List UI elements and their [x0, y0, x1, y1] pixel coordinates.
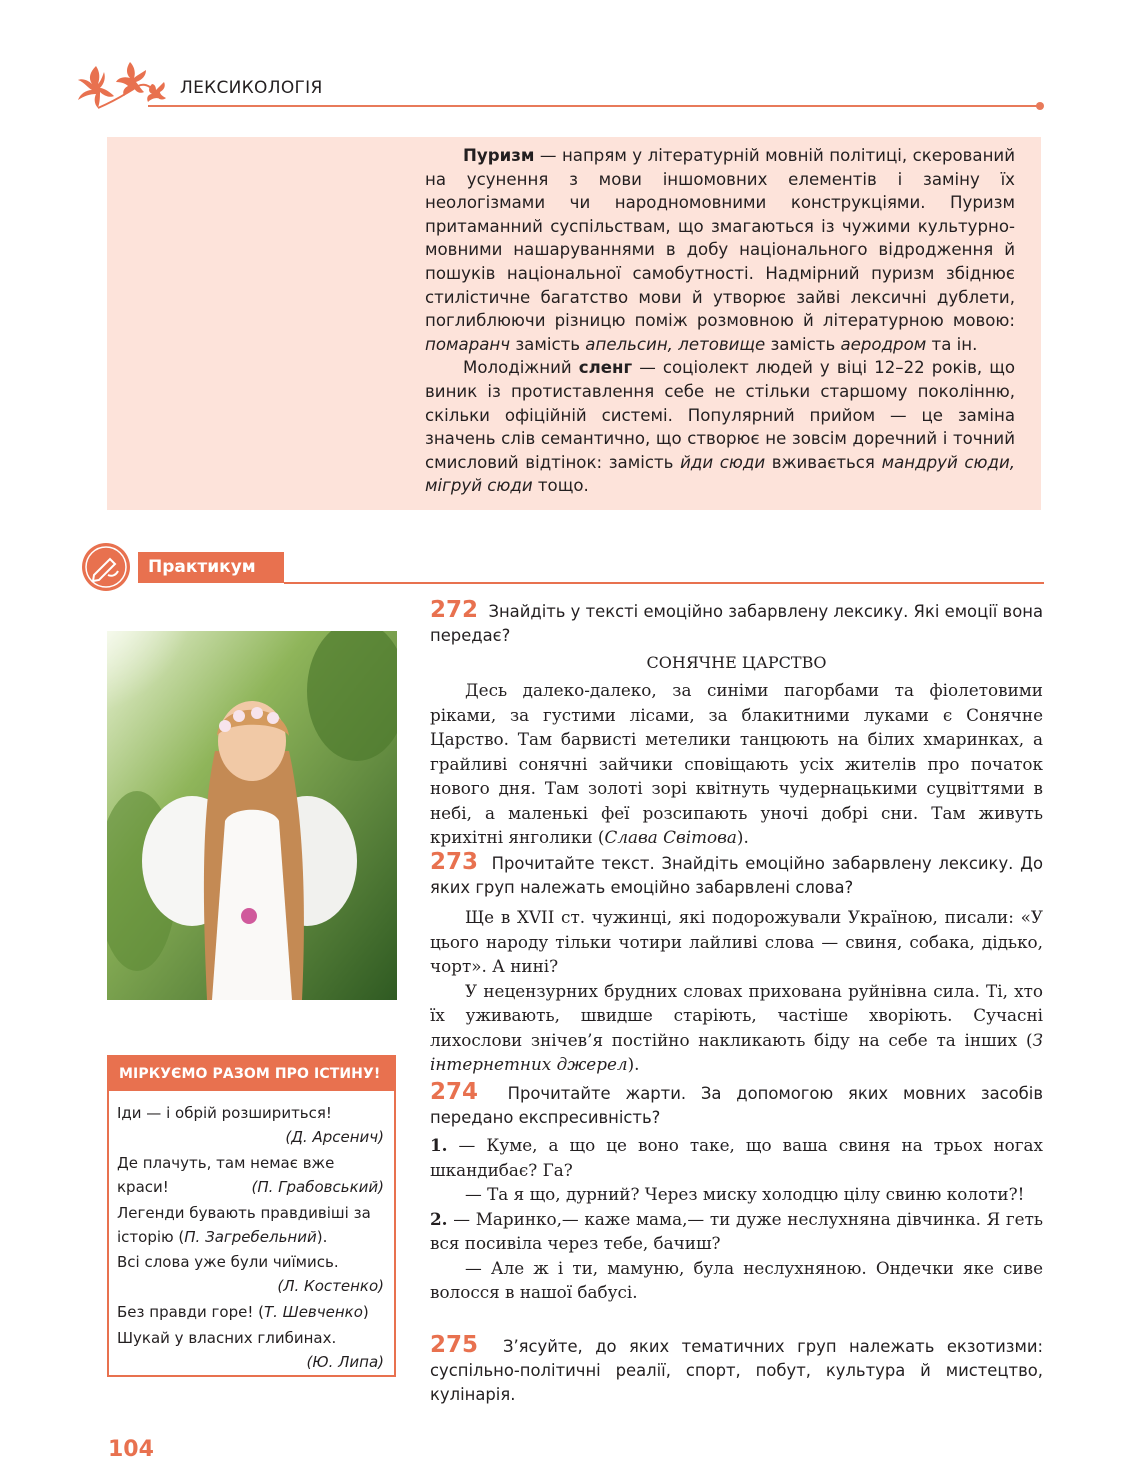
theory-text: [425, 144, 1015, 498]
exercise-274-task: [430, 1080, 1043, 1130]
purism-text: замість: [510, 334, 586, 354]
text: ).: [627, 1054, 640, 1074]
quote-2: Де плачуть, там немає вже краси!: [117, 1154, 335, 1196]
purism-paragraph: [425, 144, 1015, 356]
task-text: Прочитайте жарти. За допомогою яких мовних засобів передано експресивність?: [430, 1084, 1043, 1127]
text-title: СОНЯЧНЕ ЦАРСТВО: [646, 653, 827, 672]
task-text: Прочитайте текст. Знайдіть емоційно забарвлену лексику. До яких груп належать емоційно забарвлені слова?: [430, 854, 1044, 897]
term-slang: сленг: [578, 358, 633, 378]
quote-3-line-1: Легенди бувають правдивіші за: [117, 1204, 371, 1222]
text: У нецензурних брудних словах прихована руйнівна сила. Ті, хто їх уживають, швидше старіють, частіше хворіють. Сучасні лихослови знічев’я постійно накликають біду на себе та інших (: [430, 980, 1043, 1050]
practicum-rule: [284, 582, 1044, 584]
task-text: Знайдіть у тексті емоційно забарвлену лексику. Які емоції вона передає?: [430, 602, 1044, 645]
quote-text: Без правди горе! (: [117, 1303, 264, 1321]
quote-4: Всі слова уже були чиїмись.: [117, 1253, 339, 1271]
slang-text: вживається: [765, 452, 882, 472]
flower-logo-icon: [68, 58, 168, 118]
text: ).: [736, 827, 749, 847]
quote-5-author: Т. Шевченко: [263, 1303, 363, 1321]
quote-text: історію (: [117, 1228, 185, 1246]
example: помаранч: [425, 334, 511, 354]
practicum-icon: [80, 541, 132, 593]
purism-text: та ін.: [926, 334, 978, 354]
source: З інтернетних джерел: [430, 1029, 1043, 1074]
header-rule-dot: [1036, 102, 1044, 110]
exercise-272-task: [430, 598, 1043, 648]
example: аеродром: [840, 334, 927, 354]
exercise-273-task: [430, 850, 1043, 900]
quote-1-author: (Д. Арсенич): [285, 1128, 384, 1146]
angel-girl-photo: [107, 631, 397, 1000]
quote-text: ).: [316, 1228, 328, 1246]
example: йди сюди: [680, 452, 766, 472]
term-purism: Пуризм: [463, 146, 535, 165]
paragraph: [430, 979, 1043, 1077]
slang-paragraph: [425, 356, 1015, 498]
text: Десь далеко-далеко, за синіми пагорбами та фіолетовими ріками, за густими лісами, за блакитними луками є Сонячне Царство. Там барвисті метелики танцюють на білих хмаринках, а грайливі сонячні зайчики сповіщають усіх жителів про початок нового дня. Там золоті зорі квітнуть чудернацькими суцвіттями в небі, а маленькі феї розсипають уночі добрі сни. Там живуть крихітні янголики (: [430, 680, 1043, 847]
quote-3-line-2: [117, 1225, 387, 1249]
joke-1-reply: — Та я що, дурний? Через миску холодцю цілу свиню колоти?!: [465, 1184, 1025, 1204]
header-rule: [148, 105, 1038, 107]
paragraph: [430, 678, 1043, 850]
exercise-number: 274: [430, 1079, 479, 1105]
section-title: ЛЕКСИКОЛОГІЯ: [180, 78, 323, 98]
practicum-tab: Практикум: [138, 552, 284, 583]
quote-1: Іди — і обрій розшириться!: [117, 1104, 332, 1122]
exercise-273-text: [430, 905, 1043, 1077]
exercise-number: 273: [430, 849, 479, 875]
purism-text: — напрям у літературній мовній політиці, скерований на усунення з мови іншомовних елементів і заміну їх неологізмами чи народномовними конструкціями. Пуризм притаманний суспільствам, що змагаються із чужими культурно-мовними нашаруваннями в добу національного відродження й пошуків національної самобутності. Надмірний пуризм збіднює стилістичне багатство мови й утворює зайві лексичні дублети, поглиблюючи різницю поміж розмовною й літературною мовою:: [425, 146, 1015, 331]
paragraph: Ще в XVII ст. чужинці, які подорожували Україною, писали: «У цього народу тільки чотири лайливі слова — свиня, собака, дідько, чорт». А нині?: [430, 907, 1043, 976]
example: мандруй сюди, мігруй сюди: [425, 452, 1016, 496]
exercise-275-task: [430, 1333, 1043, 1407]
joke-1: [430, 1133, 1043, 1182]
page-number: 104: [108, 1437, 154, 1462]
task-text: З’ясуйте, до яких тематичних груп належать екзотизми: суспільно-політичні реалії, спорт, побут, культура й мистецтво, кулінарія.: [430, 1337, 1044, 1404]
slang-text: — соціолект людей у віці 12–22 років, що виник із протиставлення себе не стільки старшому поколінню, скільки офіційній системі. Популярний прийом — це заміна значень слів семантично, що створює не зовсім доречний і точний смисловий відтінок: замість: [425, 358, 1016, 472]
text: — Маринко,— каже мама,— ти дуже неслухняна дівчинка. Я геть вся посивіла через тебе, бачиш?: [430, 1208, 1043, 1253]
joke-number: 1.: [430, 1135, 448, 1155]
exercise-number: 272: [430, 597, 479, 623]
quote-6: Шукай у власних глибинах.: [117, 1329, 337, 1347]
exercise-274-text: [430, 1133, 1043, 1305]
text: — Куме, а що це воно таке, що ваша свиня на трьох ногах шкандибає? Га?: [430, 1135, 1043, 1180]
quote-text: ): [362, 1303, 369, 1321]
joke-2-reply: — Але ж і ти, мамуню, була неслухняною. Ондечки яке сиве волосся в нашої бабусі.: [430, 1257, 1043, 1302]
quote-box-title: МІРКУЄМО РАЗОМ ПРО ІСТИНУ!: [109, 1057, 394, 1091]
source: Слава Світова: [604, 827, 737, 847]
exercise-272-text: [430, 678, 1043, 850]
quote-6-author: (Ю. Липа): [306, 1353, 384, 1371]
purism-text: замість: [765, 334, 841, 354]
quote-2-author: (П. Грабовський): [251, 1178, 384, 1196]
quote-3-author: П. Загребельний: [184, 1228, 317, 1246]
quote-5: [117, 1300, 387, 1324]
quote-4-author: (Л. Костенко): [277, 1277, 384, 1295]
joke-2: [430, 1207, 1043, 1256]
joke-number: 2.: [430, 1208, 448, 1229]
slang-text: тощо.: [532, 476, 589, 496]
example: апельсин, летовище: [585, 334, 766, 354]
slang-text: Молодіжний: [463, 358, 579, 378]
exercise-number: 275: [430, 1332, 479, 1358]
